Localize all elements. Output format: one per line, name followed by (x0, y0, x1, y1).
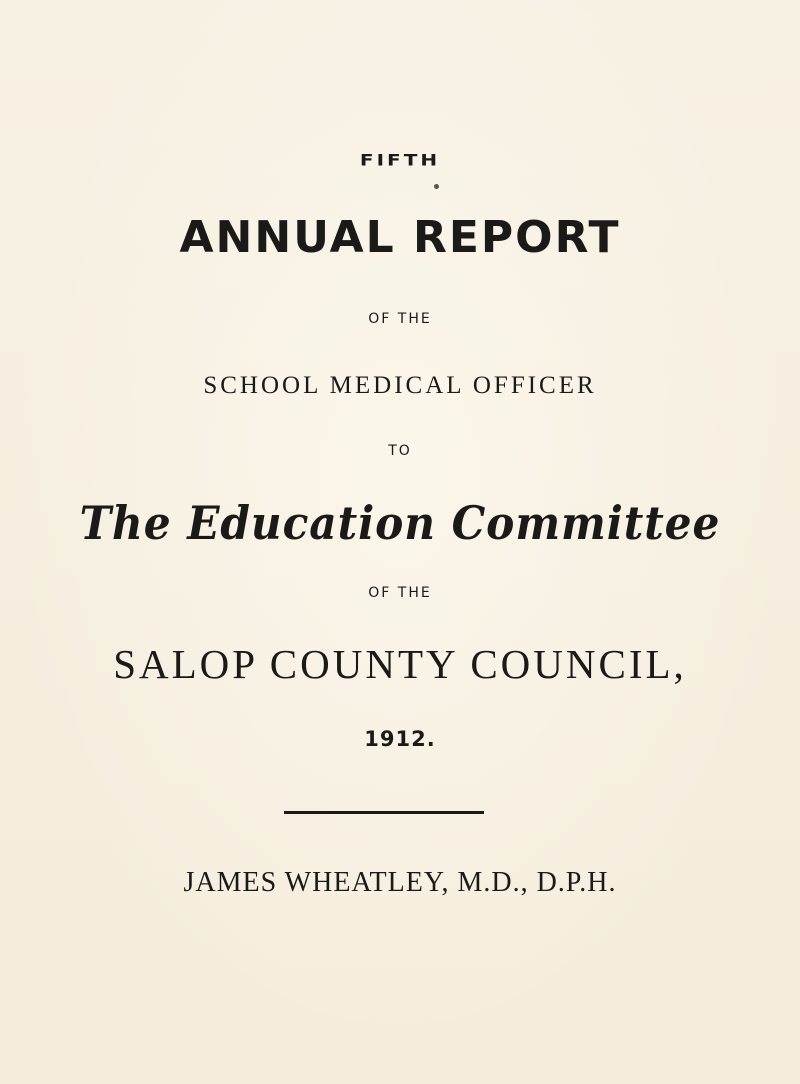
report-ordinal: FIFTH (359, 150, 441, 170)
divider-rule (284, 811, 484, 814)
report-year: 1912. (364, 727, 436, 751)
committee-name: The Education Committee (79, 496, 721, 550)
officer-title: SCHOOL MEDICAL OFFICER (203, 372, 597, 399)
council-name: SALOP COUNTY COUNCIL, (113, 641, 687, 687)
to-text: TO (388, 443, 412, 459)
report-title: ANNUAL REPORT (179, 212, 621, 263)
of-the-text-2: OF THE (368, 585, 432, 601)
author-name: JAMES WHEATLEY, M.D., D.P.H. (183, 867, 617, 898)
ornament-dot (434, 184, 439, 189)
of-the-text: OF THE (368, 311, 432, 327)
